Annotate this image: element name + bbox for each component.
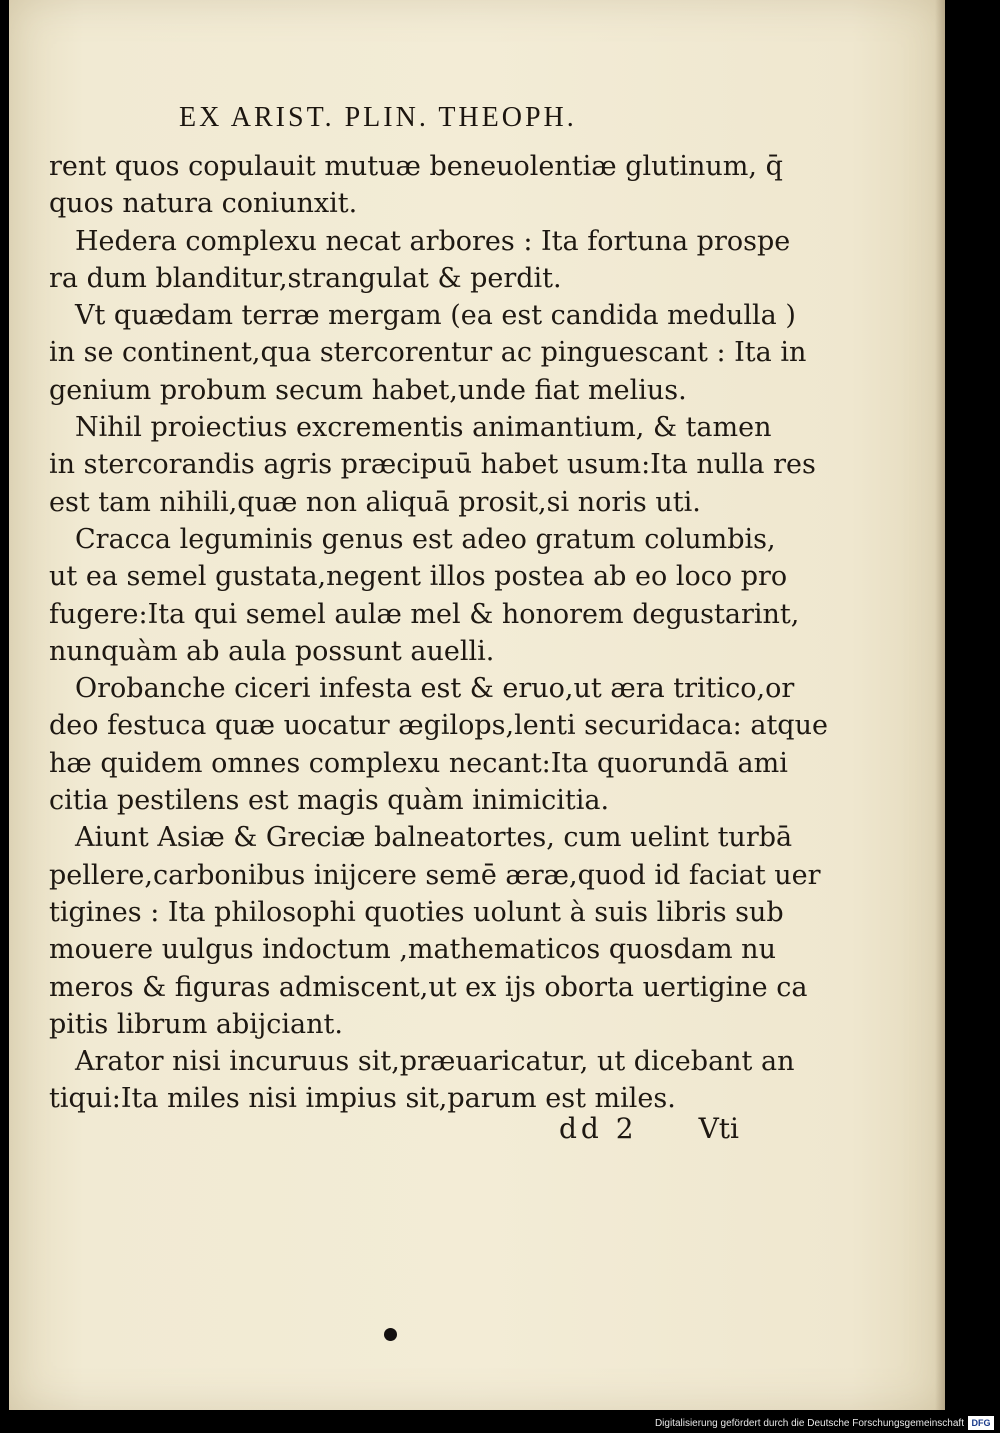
running-head: EX ARIST. PLIN. THEOPH. <box>179 102 577 133</box>
text-line: Vt quædam terræ mergam (ea est candida medulla ) <box>75 300 796 332</box>
page-footer <box>549 1112 749 1148</box>
text-line: Orobanche ciceri infesta est & eruo,ut æra tritico,or <box>75 673 795 705</box>
text-line: Arator nisi incuruus sit,præuaricatur, ut dicebant an <box>75 1046 795 1078</box>
credit-bar <box>0 1410 1000 1433</box>
text-line: ra dum blanditur,strangulat & perdit. <box>49 262 562 294</box>
text-line: genium probum secum habet,unde fiat melius. <box>49 374 687 406</box>
ink-dot <box>384 1328 397 1341</box>
text-line: quos natura coniunxit. <box>49 188 358 220</box>
text-line: Hedera complexu necat arbores : Ita fortuna prospe <box>75 225 791 257</box>
text-line: citia pestilens est magis quàm inimicitia. <box>49 785 610 817</box>
text-line: Aiunt Asiæ & Greciæ balneatortes, cum uelint turbā <box>75 822 793 854</box>
text-line: meros & figuras admiscent,ut ex ijs oborta uertigine ca <box>49 971 808 1003</box>
text-line: pitis librum abijciant. <box>49 1008 343 1040</box>
text-line: hæ quidem omnes complexu necant:Ita quorundā ami <box>49 747 788 779</box>
text-line: in stercorandis agris præcipuū habet usum:Ita nulla res <box>49 449 816 481</box>
text-line: fugere:Ita qui semel aulæ mel & honorem degustarint, <box>49 598 800 630</box>
dfg-logo-icon: DFG <box>968 1416 994 1430</box>
text-line: est tam nihili,quæ non aliquā prosit,si noris uti. <box>49 486 701 518</box>
catchword: Vti <box>698 1112 739 1145</box>
text-line: pellere,carbonibus inijcere semē æræ,quod id faciat uer <box>49 859 821 891</box>
text-line: rent quos copulauit mutuæ beneuolentiæ glutinum, q̄ <box>49 151 783 182</box>
credit-text: Digitalisierung gefördert durch die Deutsche Forschungsgemeinschaft <box>654 1418 964 1429</box>
text-line: tiqui:Ita miles nisi impius sit,parum est miles. <box>49 1083 676 1115</box>
text-line: Nihil proiectius excrementis animantium, & tamen <box>75 412 772 444</box>
text-line: deo festuca quæ uocatur ægilops,lenti securidaca: atque <box>49 710 828 742</box>
text-line: in se continent,qua stercorentur ac pinguescant : Ita in <box>49 337 807 369</box>
text-line: ut ea semel gustata,negent illos postea ab eo loco pro <box>49 561 788 593</box>
signature-mark: dd 2 <box>559 1112 638 1145</box>
text-line: Cracca leguminis genus est adeo gratum columbis, <box>75 523 776 555</box>
book-page <box>9 0 945 1410</box>
page-edge-shadow <box>935 0 945 1410</box>
text-line: mouere uulgus indoctum ,mathematicos quosdam nu <box>49 934 776 966</box>
text-line: tigines : Ita philosophi quoties uolunt à suis libris sub <box>49 896 784 928</box>
text-line: nunquàm ab aula possunt auelli. <box>49 635 495 667</box>
body-text <box>49 148 828 1118</box>
